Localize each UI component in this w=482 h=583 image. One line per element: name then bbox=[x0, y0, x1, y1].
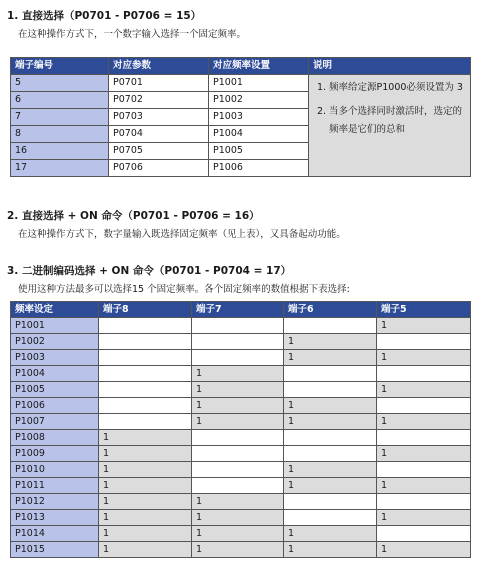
notes-cell bbox=[309, 75, 471, 177]
table-cell: P1007 bbox=[11, 414, 99, 430]
table-cell: P0706 bbox=[109, 160, 209, 177]
table-cell: P0702 bbox=[109, 92, 209, 109]
table-row bbox=[11, 350, 471, 366]
table-cell: 16 bbox=[11, 143, 109, 160]
table-cell: 1 bbox=[192, 526, 284, 542]
table-row bbox=[11, 494, 471, 510]
table-row bbox=[11, 478, 471, 494]
table-cell: 1 bbox=[284, 526, 377, 542]
table-row bbox=[11, 430, 471, 446]
table-cell: 1 bbox=[99, 478, 192, 494]
table-row bbox=[11, 382, 471, 398]
table-cell: 1 bbox=[377, 510, 471, 526]
table-cell bbox=[377, 526, 471, 542]
table-row bbox=[11, 414, 471, 430]
column-header: 端子编号 bbox=[11, 58, 109, 75]
table-cell: 1 bbox=[192, 542, 284, 558]
section1-paragraph: 在这种操作方式下，一个数字输入选择一个固定频率。 bbox=[18, 29, 247, 40]
table-cell bbox=[99, 366, 192, 382]
table-row bbox=[11, 462, 471, 478]
table-row bbox=[11, 510, 471, 526]
table-cell bbox=[284, 318, 377, 334]
table-cell: 1 bbox=[377, 478, 471, 494]
table-cell: 1 bbox=[377, 350, 471, 366]
section3-heading: 3. 二进制编码选择 + ON 命令（P0701 - P0704 = 17） bbox=[7, 265, 292, 277]
table-cell: P0704 bbox=[109, 126, 209, 143]
table-cell: 1 bbox=[284, 542, 377, 558]
table-cell bbox=[99, 382, 192, 398]
column-header: 对应参数 bbox=[109, 58, 209, 75]
table-cell: 1 bbox=[99, 526, 192, 542]
table-cell bbox=[192, 430, 284, 446]
section1-heading: 1. 直接选择（P0701 - P0706 = 15） bbox=[7, 10, 202, 22]
table-cell bbox=[284, 446, 377, 462]
table-cell: P1009 bbox=[11, 446, 99, 462]
table-row bbox=[11, 542, 471, 558]
table-cell: 1 bbox=[99, 494, 192, 510]
table-cell: P0701 bbox=[109, 75, 209, 92]
table-cell bbox=[99, 334, 192, 350]
table-row bbox=[11, 526, 471, 542]
table-cell: P1012 bbox=[11, 494, 99, 510]
table-cell: 1 bbox=[377, 446, 471, 462]
table-cell bbox=[377, 494, 471, 510]
table-cell: P1013 bbox=[11, 510, 99, 526]
table-cell: 1 bbox=[284, 478, 377, 494]
table-header-row bbox=[11, 58, 471, 75]
column-header: 对应频率设置 bbox=[209, 58, 309, 75]
column-header: 端子8 bbox=[99, 302, 192, 318]
table-cell: P1004 bbox=[11, 366, 99, 382]
section3-paragraph: 使用这种方法最多可以选择15 个固定频率。各个固定频率的数值根据下表选择: bbox=[18, 284, 350, 295]
table-cell: P1014 bbox=[11, 526, 99, 542]
note-text: 频率给定源P1000必须设置为 3 bbox=[329, 82, 463, 93]
table-cell bbox=[284, 382, 377, 398]
table-cell: 17 bbox=[11, 160, 109, 177]
table-cell: 1 bbox=[192, 382, 284, 398]
column-header: 频率设定 bbox=[11, 302, 99, 318]
table-cell: P1015 bbox=[11, 542, 99, 558]
table-cell: P1011 bbox=[11, 478, 99, 494]
direct-selection-table bbox=[10, 57, 471, 177]
table-cell: 1 bbox=[99, 510, 192, 526]
table-cell: 1 bbox=[377, 318, 471, 334]
table-cell bbox=[377, 462, 471, 478]
table-cell: P1005 bbox=[11, 382, 99, 398]
table-cell: 1 bbox=[377, 382, 471, 398]
binary-coded-selection-table bbox=[10, 301, 471, 558]
table-cell: P1002 bbox=[209, 92, 309, 109]
table-cell: 1 bbox=[99, 430, 192, 446]
table-cell: 1 bbox=[284, 334, 377, 350]
table-cell: 7 bbox=[11, 109, 109, 126]
table-cell: 1 bbox=[284, 414, 377, 430]
column-header: 端子7 bbox=[192, 302, 284, 318]
table-cell: P1003 bbox=[11, 350, 99, 366]
table-cell bbox=[192, 446, 284, 462]
note-item bbox=[317, 103, 466, 139]
table-cell bbox=[192, 462, 284, 478]
table-cell bbox=[284, 510, 377, 526]
table-cell: 1 bbox=[284, 350, 377, 366]
table-cell bbox=[192, 350, 284, 366]
table-cell: 1 bbox=[377, 542, 471, 558]
table-row bbox=[11, 398, 471, 414]
column-header: 端子5 bbox=[377, 302, 471, 318]
table-cell: 5 bbox=[11, 75, 109, 92]
table-cell: P1005 bbox=[209, 143, 309, 160]
table-cell: P1004 bbox=[209, 126, 309, 143]
table-row bbox=[11, 366, 471, 382]
table-cell bbox=[377, 398, 471, 414]
table-row bbox=[11, 75, 471, 92]
table-cell bbox=[99, 350, 192, 366]
table-cell: P1003 bbox=[209, 109, 309, 126]
table-cell bbox=[284, 494, 377, 510]
table-row bbox=[11, 446, 471, 462]
table-cell: P1001 bbox=[209, 75, 309, 92]
table-cell: 1 bbox=[284, 462, 377, 478]
note-text: 当多个选择同时激活时，选定的频率是它们的总和 bbox=[329, 106, 463, 135]
section2-paragraph: 在这种操作方式下，数字量输入既选择固定频率（见上表），又具备起动功能。 bbox=[18, 229, 346, 240]
table-cell: P1006 bbox=[209, 160, 309, 177]
table-cell: 1 bbox=[192, 414, 284, 430]
table-cell bbox=[284, 430, 377, 446]
table-header-row bbox=[11, 302, 471, 318]
note-item bbox=[317, 79, 466, 97]
table-cell: 1 bbox=[377, 414, 471, 430]
table-cell: 1 bbox=[192, 366, 284, 382]
table-cell: 1 bbox=[284, 398, 377, 414]
table-cell bbox=[377, 430, 471, 446]
table-cell bbox=[284, 366, 377, 382]
column-header: 端子6 bbox=[284, 302, 377, 318]
note-number: 2. bbox=[317, 106, 327, 117]
table-cell: P0705 bbox=[109, 143, 209, 160]
table-cell bbox=[377, 366, 471, 382]
table-cell: P1006 bbox=[11, 398, 99, 414]
table-cell: P1008 bbox=[11, 430, 99, 446]
table-cell: 8 bbox=[11, 126, 109, 143]
table-cell: P1001 bbox=[11, 318, 99, 334]
table-cell: 1 bbox=[192, 510, 284, 526]
table-cell: P0703 bbox=[109, 109, 209, 126]
table-cell: 1 bbox=[99, 462, 192, 478]
table-cell: P1010 bbox=[11, 462, 99, 478]
table-cell bbox=[192, 478, 284, 494]
table-cell bbox=[192, 334, 284, 350]
table-cell: 1 bbox=[192, 398, 284, 414]
table-cell: 6 bbox=[11, 92, 109, 109]
table-row bbox=[11, 318, 471, 334]
note-number: 1. bbox=[317, 82, 327, 93]
table-cell: 1 bbox=[99, 542, 192, 558]
section2-heading: 2. 直接选择 + ON 命令（P0701 - P0706 = 16） bbox=[7, 210, 260, 222]
table-cell: 1 bbox=[99, 446, 192, 462]
table-cell bbox=[192, 318, 284, 334]
table-cell: P1002 bbox=[11, 334, 99, 350]
column-header: 说明 bbox=[309, 58, 471, 75]
table-cell bbox=[99, 414, 192, 430]
table-cell bbox=[377, 334, 471, 350]
table-cell bbox=[99, 318, 192, 334]
table-cell bbox=[99, 398, 192, 414]
table-cell: 1 bbox=[192, 494, 284, 510]
table-row bbox=[11, 334, 471, 350]
